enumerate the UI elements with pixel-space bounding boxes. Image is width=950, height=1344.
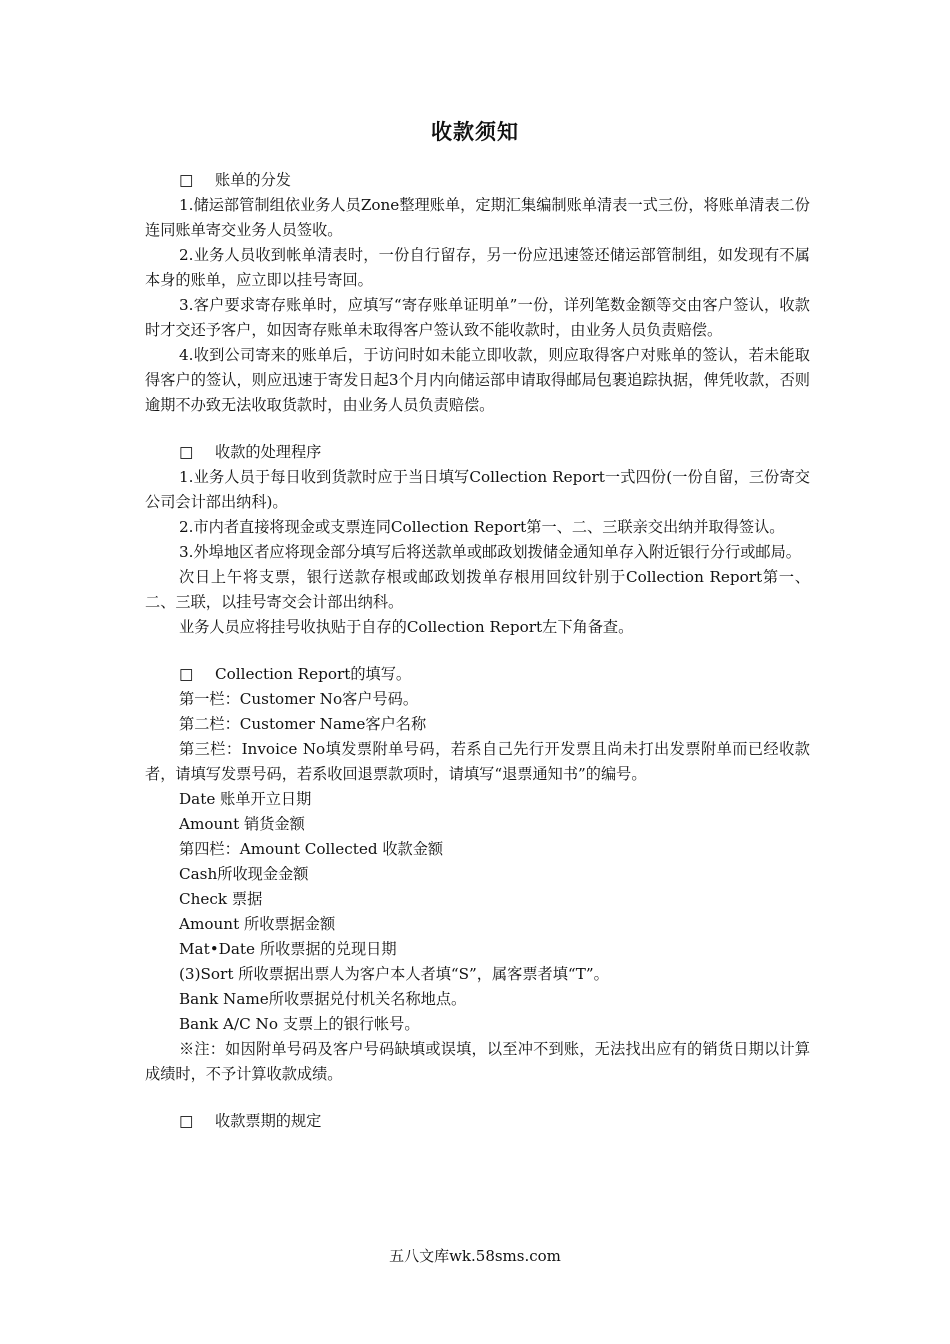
paragraph: 次日上午将支票，银行送款存根或邮政划拨单存根用回纹针别于Collection Report第一、二、三联，以挂号寄交会计部出纳科。 [145,568,810,611]
paragraph: 1.储运部管制组依业务人员Zone整理账单，定期汇集编制账单清表一式三份，将账单清表二份连同账单寄交业务人员签收。 [145,196,810,239]
document-title: 收款须知 [431,119,519,144]
paragraph: Amount 销货金额 [179,815,305,833]
checkbox-glyph-icon: □ [179,171,194,189]
document-body [145,168,810,1134]
paragraph: 2.市内者直接将现金或支票连同Collection Report第一、二、三联亲交出纳并取得签认。 [179,518,785,536]
paragraph: (3)Sort 所收票据出票人为客户本人者填“S”，属客票者填“T”。 [179,965,609,983]
paragraph: Mat•Date 所收票据的兑现日期 [179,940,397,958]
paragraph: Amount 所收票据金额 [179,915,336,933]
section-heading [145,168,810,193]
paragraph: 3.客户要求寄存账单时，应填写“寄存账单证明单”一份，详列笔数金额等交由客户签认，收款时才交还予客户，如因寄存账单未取得客户签认致不能收款时，由业务人员负责赔偿。 [145,296,810,339]
section-heading-text: 账单的分发 [215,171,291,189]
paragraph: Bank A/C No 支票上的银行帐号。 [179,1015,420,1033]
paragraph: 第一栏：Customer No客户号码。 [179,690,419,708]
paragraph: 2.业务人员收到帐单清表时，一份自行留存，另一份应迅速签还储运部管制组，如发现有不属本身的账单，应立即以挂号寄回。 [145,246,810,289]
section-heading-text: 收款票期的规定 [215,1112,322,1130]
paragraph: 第四栏：Amount Collected 收款金额 [179,840,444,858]
paragraph: Check 票据 [179,890,263,908]
paragraph: Cash所收现金金额 [179,865,309,883]
section-heading-text: Collection Report的填写。 [215,665,412,683]
paragraph: 第二栏：Customer Name客户名称 [179,715,427,733]
checkbox-glyph-icon: □ [179,443,194,461]
section-heading [145,1109,810,1134]
paragraph: ※注：如因附单号码及客户号码缺填或误填，以至冲不到账，无法找出应有的销货日期以计算成绩时，不予计算收款成绩。 [145,1040,810,1083]
section-heading [145,662,810,687]
paragraph: 业务人员应将挂号收执贴于自存的Collection Report左下角备查。 [179,618,634,636]
paragraph: 3.外埠地区者应将现金部分填写后将送款单或邮政划拨储金通知单存入附近银行分行或邮局。 [179,543,801,561]
paragraph: Bank Name所收票据兑付机关名称地点。 [179,990,467,1008]
checkbox-glyph-icon: □ [179,1112,194,1130]
paragraph: 4.收到公司寄来的账单后，于访问时如未能立即收款，则应取得客户对账单的签认，若未能取得客户的签认，则应迅速于寄发日起3个月内向储运部申请取得邮局包裹追踪执据，俾凭收款，否则逾期不办致无法收取货款时，由业务人员负责赔偿。 [145,346,810,414]
paragraph: Date 账单开立日期 [179,790,312,808]
footer-watermark-text: 五八文库wk.58sms.com [389,1247,561,1265]
paragraph: 1.业务人员于每日收到货款时应于当日填写Collection Report一式四份(一份自留，三份寄交公司会计部出纳科)。 [145,468,810,511]
checkbox-glyph-icon: □ [179,665,194,683]
paragraph: 第三栏：Invoice No填发票附单号码，若系自己先行开发票且尚未打出发票附单而已经收款者，请填写发票号码，若系收回退票款项时，请填写“退票通知书”的编号。 [145,740,810,783]
section-heading [145,440,810,465]
section-heading-text: 收款的处理程序 [215,443,322,461]
